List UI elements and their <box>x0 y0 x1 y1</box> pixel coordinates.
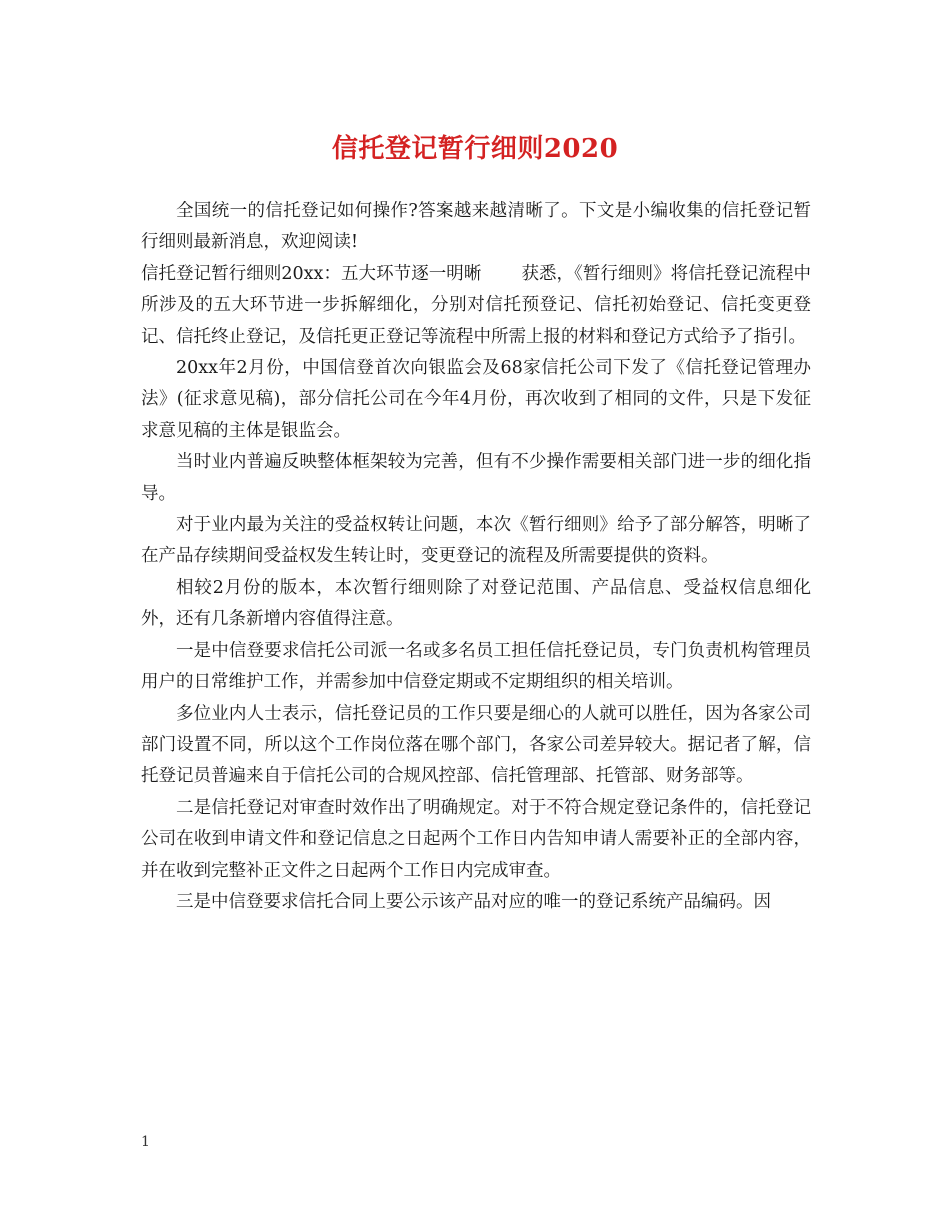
paragraph: 多位业内人士表示，信托登记员的工作只要是细心的人就可以胜任，因为各家公司部门设置不同，所以这个工作岗位落在哪个部门，各家公司差异较大。据记者了解，信托登记员普遍来自于信托公司的合规风控部、信托管理部、托管部、财务部等。 <box>141 703 811 787</box>
page-number: 1 <box>141 1134 150 1150</box>
paragraph: 一是中信登要求信托公司派一名或多名员工担任信托登记员，专门负责机构管理员用户的日常维护工作，并需参加中信登定期或不定期组织的相关培训。 <box>141 640 811 693</box>
inline-heading: 信托登记暂行细则20xx：五大环节逐一明晰 <box>141 263 482 284</box>
paragraph: 全国统一的信托登记如何操作?答案越来越清晰了。下文是小编收集的信托登记暂行细则最新消息，欢迎阅读! <box>141 201 811 253</box>
inline-heading-rest: 获悉，《暂行细则》将信托登记流程中所涉及的五大环节进一步拆解细化，分别对信托预登记、信托初始登记、信托变更登记、信托终止登记，及信托更正登记等流程中所需上报的材料和登记方式给予了指引。 <box>141 263 811 347</box>
document-title: 信托登记暂行细则2020 <box>331 134 619 164</box>
paragraph: 相较2月份的版本，本次暂行细则除了对登记范围、产品信息、受益权信息细化外，还有几条新增内容值得注意。 <box>141 577 811 630</box>
document-body <box>141 196 811 918</box>
paragraph: 20xx年2月份，中国信登首次向银监会及68家信托公司下发了《信托登记管理办法》(征求意见稿)，部分信托公司在今年4月份，再次收到了相同的文件，只是下发征求意见稿的主体是银监会。 <box>141 358 811 441</box>
paragraph: 三是中信登要求信托合同上要公示该产品对应的唯一的登记系统产品编码。因 <box>176 891 771 912</box>
paragraph: 对于业内最为关注的受益权转让问题，本次《暂行细则》给予了部分解答，明晰了在产品存续期间受益权发生转让时，变更登记的流程及所需要提供的资料。 <box>141 515 811 567</box>
paragraph: 当时业内普遍反映整体框架较为完善，但有不少操作需要相关部门进一步的细化指导。 <box>141 452 811 504</box>
paragraph-heading-line <box>141 259 811 353</box>
paragraph: 二是信托登记对审查时效作出了明确规定。对于不符合规定登记条件的，信托登记公司在收到申请文件和登记信息之日起两个工作日内告知申请人需要补正的全部内容，并在收到完整补正文件之日起两个工作日内完成审查。 <box>141 797 811 881</box>
